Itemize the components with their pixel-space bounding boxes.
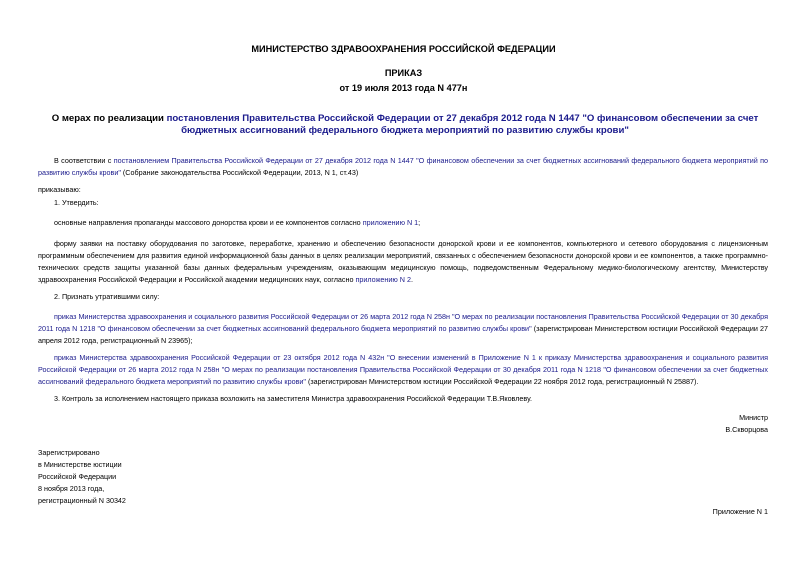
registration-line: регистрационный N 30342 [38, 496, 126, 505]
preamble-paragraph [38, 155, 768, 179]
preamble-link[interactable]: постановлением Правительства Российской Федерации от 27 декабря 2012 года N 1447 "О финансовом обеспечении за счет бюджетных ассигнований федерального бюджета мероприятий по развитию службы крови" [38, 156, 769, 177]
item1-sub2 [38, 238, 768, 286]
appendix-label: Приложение N 1 [712, 507, 768, 516]
preamble-prefix: В соответствии с [54, 156, 114, 165]
order-432n-link[interactable]: приказ Министерства здравоохранения Российской Федерации от 23 октября 2012 года N 432н "О внесении изменений в Приложение N 1 к приказу Министерства здравоохранения и социального развития Российской Федерации от 26 марта 2012 года N 258н "О мерах по реализации постановления Правительства Российской Федерации от 30 декабря 2011 года N 1218 "О финансовом обеспечении за счет бюджетных ассигнований федерального бюджета мероприятий по развитию службы крови" [38, 353, 768, 386]
document-title [40, 113, 770, 137]
item2-label: 2. Признать утратившими силу: [54, 292, 160, 301]
item1-sub2-end: . [410, 275, 413, 284]
ministry-heading: МИНИСТЕРСТВО ЗДРАВООХРАНЕНИЯ РОССИЙСКОЙ ФЕДЕРАЦИИ [251, 44, 556, 54]
preamble-suffix: (Собрание законодательства Российской Федерации, 2013, N 1, ст.43) [120, 168, 359, 177]
title-prefix: О мерах по реализации [51, 113, 167, 124]
registration-block [38, 447, 126, 507]
date-number-heading: от 19 июля 2013 года N 477н [339, 83, 468, 93]
registration-line: Российской Федерации [38, 472, 117, 481]
item2-sub2-text: (зарегистрирован Министерством юстиции Российской Федерации 22 ноября 2012 года, регистрационный N 25887). [305, 377, 699, 386]
appendix2-link[interactable]: приложению N 2 [355, 275, 411, 284]
item1-sub1-end: ; [418, 218, 421, 227]
item3-text: 3. Контроль за исполнением настоящего приказа возложить на заместителя Министра здравоохранения Российской Федерации Т.В.Яковлеву. [54, 394, 532, 403]
item1-sub1-text: основные направления пропаганды массового донорства крови и ее компонентов согласно [54, 218, 363, 227]
item2-sub1-text: (зарегистрирован Министерством юстиции Российской Федерации 27 апреля 2012 года, регистрационный N 23965); [38, 324, 768, 345]
order-258n-link[interactable]: приказ Министерства здравоохранения и социального развития Российской Федерации от 26 марта 2012 года N 258н "О мерах по реализации постановления Правительства Российской Федерации от 30 декабря 2011 года N 1218 "О финансовом обеспечении за счет бюджетных ассигнований федерального бюджета мероприятий по развитию службы крови" [38, 312, 768, 333]
item2-sub2 [38, 352, 768, 388]
item1-sub1 [38, 217, 768, 229]
title-link[interactable]: постановления Правительства Российской Федерации от 27 декабря 2012 года N 1447 "О финансовом обеспечении за счет бюджетных ассигнований федерального бюджета мероприятий по развитию службы крови" [166, 113, 759, 136]
item1-label: 1. Утвердить: [54, 198, 99, 207]
item2-sub1 [38, 311, 768, 347]
doc-type-heading: ПРИКАЗ [384, 68, 423, 78]
item1-sub2-text: форму заявки на поставку оборудования по заготовке, переработке, хранению и обеспечению безопасности донорской крови и ее компонентов, компьютерного и сетевого оборудования с лицензионным программным обеспечением для развития единой информационной базы данных в целях реализации мероприятий, связанных с обеспечением безопасности донорской крови и ее компонентов, а также программно-технических средств защиты указанной базы данных федеральным учреждениям, оказывающим медицинскую помощь, подведомственным Федеральному медико-биологическому агентству, Министерству здравоохранения Российской Федерации и Российской академии медицинских наук, согласно [38, 239, 768, 284]
registration-line: 8 ноября 2013 года, [38, 484, 105, 493]
signature-name: В.Скворцова [725, 425, 768, 434]
signature-position: Министр [739, 413, 768, 422]
registration-line: Зарегистрировано [38, 448, 100, 457]
orders-label: приказываю: [38, 185, 81, 194]
registration-line: в Министерстве юстиции [38, 460, 122, 469]
appendix1-link[interactable]: приложению N 1 [362, 218, 419, 227]
